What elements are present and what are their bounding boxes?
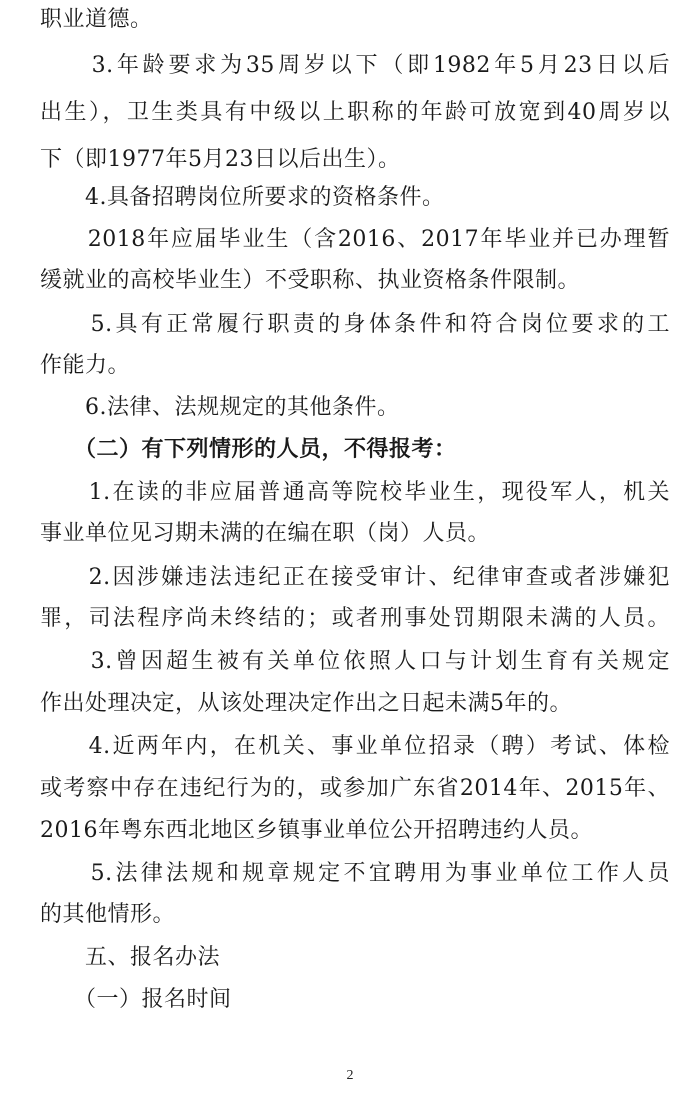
text-line-15: 罪，司法程序尚未终结的；或者刑事处罚期限未满的人员。: [40, 606, 670, 631]
text-line-17: 作出处理决定，从该处理决定作出之日起未满5年的。: [40, 691, 572, 716]
text-line-20: 2016年粤东西北地区乡镇事业单位公开招聘违约人员。: [40, 818, 593, 843]
text-line-16: 3.曾因超生被有关单位依照人口与计划生育有关规定: [40, 649, 670, 674]
text-line-1: 职业道德。: [40, 7, 153, 32]
text-line-8: 5.具有正常履行职责的身体条件和符合岗位要求的工: [40, 312, 670, 337]
text-line-5: 4.具备招聘岗位所要求的资格条件。: [40, 185, 445, 210]
text-line-22: 的其他情形。: [40, 902, 176, 927]
text-line-10: 6.法律、法规规定的其他条件。: [40, 395, 400, 420]
text-line-19: 或考察中存在违纪行为的，或参加广东省2014年、2015年、: [40, 776, 670, 801]
text-line-4: 下（即1977年5月23日以后出生）。: [40, 147, 401, 172]
text-line-14: 2.因涉嫌违法违纪正在接受审计、纪律审查或者涉嫌犯: [40, 565, 670, 590]
text-line-9: 作能力。: [40, 353, 131, 378]
text-line-3: 出生），卫生类具有中级以上职称的年龄可放宽到40周岁以: [40, 100, 670, 125]
page-number: 2: [346, 1068, 354, 1083]
text-line-13: 事业单位见习期未满的在编在职（岗）人员。: [40, 521, 491, 546]
text-line-2: 3.年龄要求为35周岁以下（即1982年5月23日以后: [40, 53, 670, 78]
subsection-heading-1: （一）报名时间: [40, 987, 232, 1012]
section-heading-2: （二）有下列情形的人员，不得报考：: [40, 436, 457, 462]
text-line-7: 缓就业的高校毕业生）不受职称、执业资格条件限制。: [40, 268, 581, 293]
text-line-6: 2018年应届毕业生（含2016、2017年毕业并已办理暂: [40, 227, 670, 252]
text-line-21: 5.法律法规和规章规定不宜聘用为事业单位工作人员: [40, 861, 670, 886]
text-line-12: 1.在读的非应届普通高等院校毕业生，现役军人，机关: [40, 480, 670, 505]
text-line-18: 4.近两年内，在机关、事业单位招录（聘）考试、体检: [40, 734, 670, 759]
section-heading-5: 五、报名办法: [40, 945, 221, 970]
